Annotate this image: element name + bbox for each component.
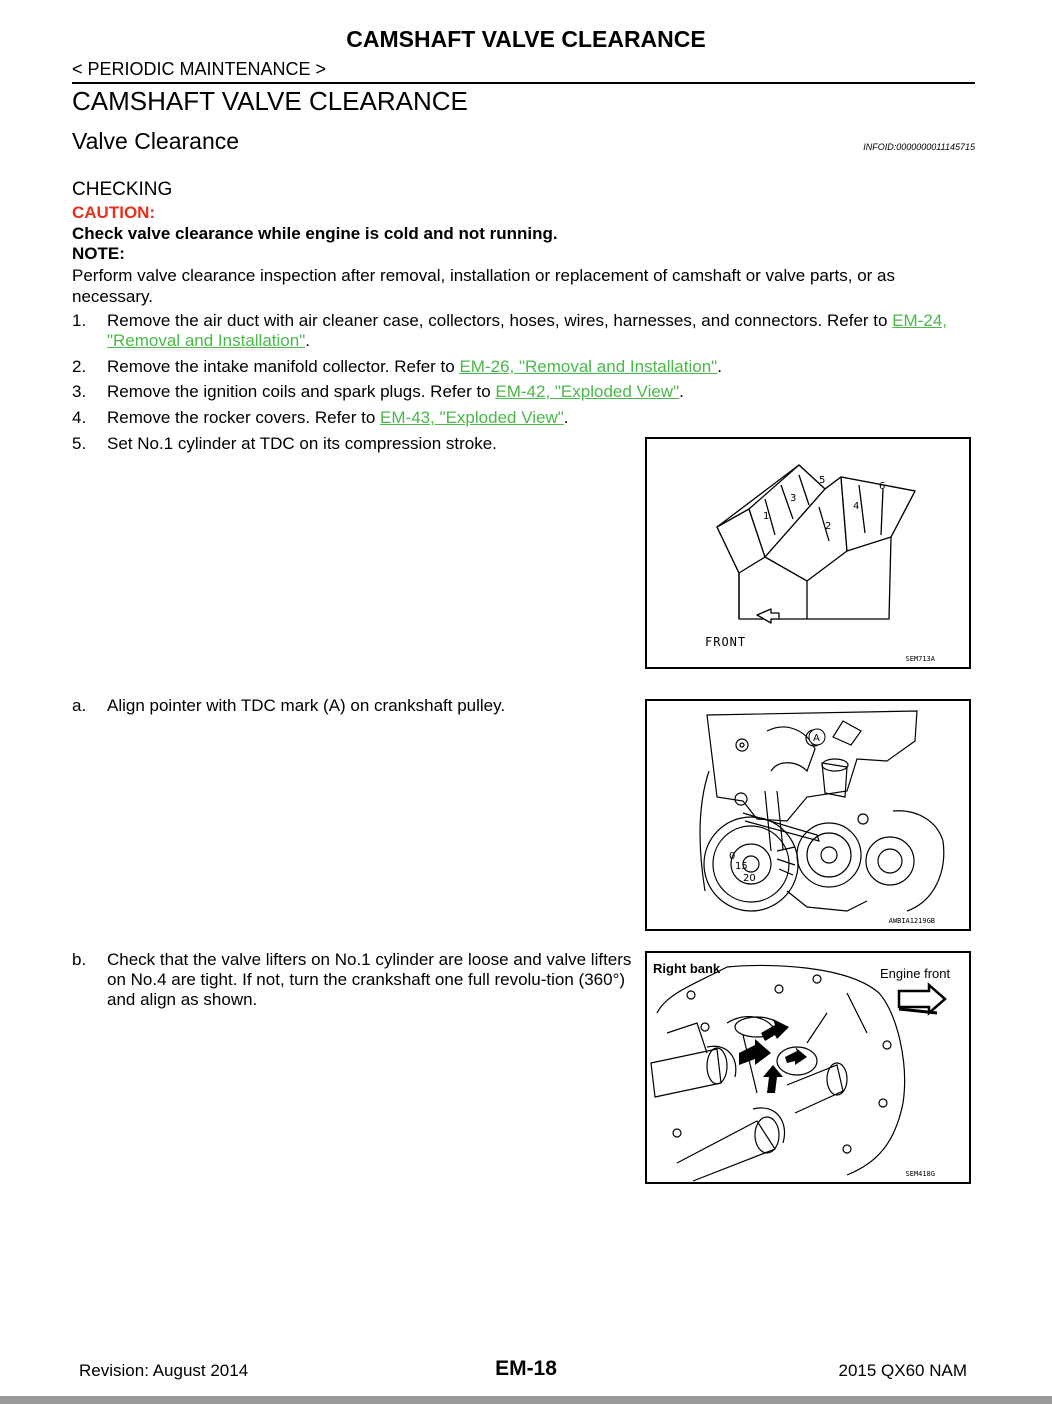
cylinder-label: 5 <box>819 475 826 486</box>
figure-engine-cylinders <box>645 437 971 669</box>
link-em-42[interactable]: EM-42, "Exploded View" <box>495 382 680 401</box>
tick-label: 15 <box>735 861 748 872</box>
checking-heading: CHECKING <box>72 179 173 200</box>
step-text: Remove the ignition coils and spark plugs. Refer to EM-42, "Exploded View". <box>107 382 684 401</box>
figure-valve-lifters <box>645 951 971 1184</box>
step-text: Remove the air duct with air cleaner case, collectors, hoses, wires, harnesses, and connectors. Refer to EM-24, "Removal and Installation". <box>107 311 947 350</box>
note-label: NOTE: <box>72 244 125 263</box>
step-number: b. <box>72 950 87 969</box>
step-text: Remove the intake manifold collector. Refer to EM-26, "Removal and Installation". <box>107 357 722 376</box>
lifter-arrows-icon <box>739 1019 807 1093</box>
breadcrumb: < PERIODIC MAINTENANCE > <box>72 59 327 79</box>
tick-label: 20 <box>743 873 756 884</box>
footer-model: 2015 QX60 NAM <box>838 1361 967 1380</box>
step-number: 2. <box>72 357 87 376</box>
caution-label: CAUTION: <box>72 203 156 222</box>
footer-revision: Revision: August 2014 <box>79 1361 249 1380</box>
step-text: Align pointer with TDC mark (A) on crankshaft pulley. <box>107 696 506 715</box>
figure-code: SEM418G <box>905 1170 935 1178</box>
step-number: 1. <box>72 311 87 330</box>
info-id: INFOID:0000000011145715 <box>863 142 975 152</box>
front-label: FRONT <box>705 635 747 649</box>
link-em-24[interactable]: EM-24, "Removal and Installation" <box>107 311 947 350</box>
note-text: Perform valve clearance inspection after removal, installation or replacement of camshaft or valve parts, or as necessary. <box>72 266 895 306</box>
step-text: Set No.1 cylinder at TDC on its compression stroke. <box>107 434 497 453</box>
figure-code: SEM713A <box>905 655 935 663</box>
bottom-scroll-bar <box>0 1396 1052 1404</box>
engine-front-label: Engine front <box>880 966 951 981</box>
cylinder-label: 2 <box>825 521 832 532</box>
link-em-43[interactable]: EM-43, "Exploded View" <box>380 408 564 427</box>
step-number: 4. <box>72 408 87 427</box>
figure-code: AWBIA1219GB <box>888 917 935 925</box>
cylinder-label: 3 <box>790 493 797 504</box>
footer-page-number: EM-18 <box>495 1357 557 1380</box>
section-title: CAMSHAFT VALVE CLEARANCE <box>72 86 468 116</box>
cylinder-label: 1 <box>763 511 770 522</box>
tick-label: 0 <box>729 851 736 862</box>
page-header-title: CAMSHAFT VALVE CLEARANCE <box>346 26 706 52</box>
link-em-26[interactable]: EM-26, "Removal and Installation" <box>459 357 718 376</box>
step-text: Check that the valve lifters on No.1 cylinder are loose and valve lifters on No.4 are tight. If not, turn the crankshaft one full revolu-tion (360°) and align as shown. <box>107 950 632 1009</box>
header-divider <box>72 82 975 84</box>
step-text: Remove the rocker covers. Refer to EM-43, "Exploded View". <box>107 408 569 427</box>
engine-block-illustration <box>647 439 969 667</box>
mark-a-label: A <box>813 733 820 744</box>
step-number: a. <box>72 696 87 715</box>
valve-lifters-illustration <box>647 953 969 1182</box>
engine-front-arrow-icon <box>899 985 945 1013</box>
step-number: 3. <box>72 382 87 401</box>
step-number: 5. <box>72 434 87 453</box>
cylinder-label: 4 <box>853 501 860 512</box>
sub-title: Valve Clearance <box>72 128 240 154</box>
crankshaft-pulley-illustration <box>647 701 969 929</box>
caution-text: Check valve clearance while engine is cold and not running. <box>72 224 558 243</box>
figure-crankshaft-pulley <box>645 699 971 931</box>
right-bank-label: Right bank <box>653 961 721 976</box>
cylinder-label: 6 <box>879 481 886 492</box>
